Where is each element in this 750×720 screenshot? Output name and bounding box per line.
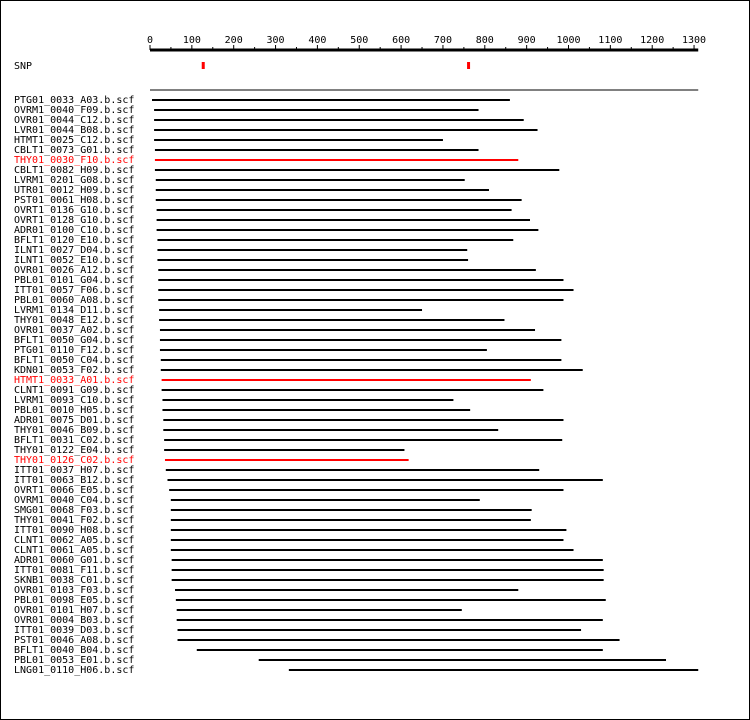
read-name[interactable]: BFLT1_0050_C04.b.scf: [14, 355, 135, 366]
snp-marker: [467, 62, 470, 69]
read-name[interactable]: ITT01_0090_H08.b.scf: [14, 525, 135, 536]
read-name[interactable]: UTR01_0012_H09.b.scf: [14, 185, 135, 196]
axis-tick-label: 0: [146, 35, 154, 46]
axis-tick-label: 300: [266, 35, 285, 46]
read-name[interactable]: LVRM1_0134_D11.b.scf: [14, 305, 135, 316]
read-name[interactable]: THY01_0048_E12.b.scf: [14, 315, 135, 326]
read-name[interactable]: HTMT1_0033_A01.b.scf: [14, 375, 135, 386]
read-name[interactable]: BFLT1_0120_E10.b.scf: [14, 235, 135, 246]
read-name[interactable]: OVRM1_0040_F09.b.scf: [14, 105, 135, 116]
read-name[interactable]: ILNT1_0052_E10.b.scf: [14, 255, 135, 266]
read-name[interactable]: ITT01_0081_F11.b.scf: [14, 565, 135, 576]
read-name[interactable]: THY01_0122_E04.b.scf: [14, 445, 135, 456]
read-name[interactable]: LNG01_0110_H06.b.scf: [14, 665, 135, 676]
read-name[interactable]: OVR01_0044_C12.b.scf: [14, 115, 135, 126]
read-name[interactable]: PST01_0061_H08.b.scf: [14, 195, 135, 206]
read-name[interactable]: THY01_0126_C02.b.scf: [14, 455, 135, 466]
snp-track: [202, 62, 470, 69]
read-name[interactable]: LVRM1_0093_C10.b.scf: [14, 395, 135, 406]
read-name[interactable]: PBL01_0060_A08.b.scf: [14, 295, 135, 306]
snp-track-label: SNP: [14, 61, 33, 72]
read-name[interactable]: KDN01_0053_F02.b.scf: [14, 365, 135, 376]
read-name[interactable]: SMG01_0068_F03.b.scf: [14, 505, 135, 516]
read-name[interactable]: HTMT1_0025_C12.b.scf: [14, 135, 135, 146]
axis-tick-label: 400: [308, 35, 327, 46]
read-name[interactable]: OVRT1_0136_G10.b.scf: [14, 205, 135, 216]
axis-tick-label: 1200: [640, 35, 665, 46]
read-name[interactable]: PBL01_0101_G04.b.scf: [14, 275, 135, 286]
axis-tick-label: 900: [517, 35, 536, 46]
read-name[interactable]: BFLT1_0031_C02.b.scf: [14, 435, 135, 446]
read-name[interactable]: PBL01_0098_E05.b.scf: [14, 595, 135, 606]
read-name[interactable]: OVR01_0026_A12.b.scf: [14, 265, 135, 276]
read-name[interactable]: ADR01_0100_C10.b.scf: [14, 225, 135, 236]
read-name[interactable]: LVRM1_0201_G08.b.scf: [14, 175, 135, 186]
read-name[interactable]: THY01_0046_B09.b.scf: [14, 425, 135, 436]
read-name[interactable]: ITT01_0063_B12.b.scf: [14, 475, 135, 486]
read-name[interactable]: ITT01_0037_H07.b.scf: [14, 465, 135, 476]
axis-tick-label: 1100: [598, 35, 623, 46]
read-name[interactable]: CLNT1_0062_A05.b.scf: [14, 535, 135, 546]
read-name[interactable]: ILNT1_0027_D04.b.scf: [14, 245, 135, 256]
axis-tick-label: 1300: [682, 35, 707, 46]
axis-tick-label: 700: [433, 35, 452, 46]
read-name[interactable]: THY01_0030_F10.b.scf: [14, 155, 135, 166]
axis-tick-label: 800: [475, 35, 494, 46]
axis-tick-label: 600: [392, 35, 411, 46]
read-row: [14, 665, 698, 676]
read-name[interactable]: CLNT1_0061_A05.b.scf: [14, 545, 135, 556]
read-name[interactable]: ITT01_0039_D03.b.scf: [14, 625, 135, 636]
position-axis: [147, 35, 706, 50]
read-name[interactable]: PTG01_0110_F12.b.scf: [14, 345, 135, 356]
read-name[interactable]: OVR01_0101_H07.b.scf: [14, 605, 135, 616]
axis-tick-label: 1000: [556, 35, 581, 46]
read-name[interactable]: PST01_0046_A08.b.scf: [14, 635, 135, 646]
read-name[interactable]: OVR01_0103_F03.b.scf: [14, 585, 135, 596]
read-name[interactable]: ADR01_0060_G01.b.scf: [14, 555, 135, 566]
read-name[interactable]: OVR01_0004_B03.b.scf: [14, 615, 135, 626]
read-name[interactable]: SKNB1_0038_C01.b.scf: [14, 575, 135, 586]
read-name[interactable]: PBL01_0053_E01.b.scf: [14, 655, 135, 666]
read-name[interactable]: ADR01_0075_D01.b.scf: [14, 415, 135, 426]
read-name[interactable]: CBLT1_0082_H09.b.scf: [14, 165, 135, 176]
read-name[interactable]: PTG01_0033_A03.b.scf: [14, 95, 135, 106]
read-name[interactable]: BFLT1_0050_G04.b.scf: [14, 335, 135, 346]
read-name[interactable]: OVRM1_0040_C04.b.scf: [14, 495, 135, 506]
read-name[interactable]: OVRT1_0066_E05.b.scf: [14, 485, 135, 496]
read-name[interactable]: BFLT1_0040_B04.b.scf: [14, 645, 135, 656]
read-name[interactable]: CBLT1_0073_G01.b.scf: [14, 145, 135, 156]
axis-tick-label: 100: [182, 35, 201, 46]
snp-marker: [202, 62, 205, 69]
read-name[interactable]: OVR01_0037_A02.b.scf: [14, 325, 135, 336]
read-name[interactable]: OVRT1_0128_G10.b.scf: [14, 215, 135, 226]
read-name[interactable]: THY01_0041_F02.b.scf: [14, 515, 135, 526]
axis-tick-label: 500: [350, 35, 369, 46]
axis-tick-label: 200: [224, 35, 243, 46]
read-name[interactable]: LVR01_0044_B08.b.scf: [14, 125, 135, 136]
read-name[interactable]: CLNT1_0091_G09.b.scf: [14, 385, 135, 396]
read-list: [14, 95, 698, 676]
read-name[interactable]: PBL01_0010_H05.b.scf: [14, 405, 135, 416]
read-name[interactable]: ITT01_0057_F06.b.scf: [14, 285, 135, 296]
